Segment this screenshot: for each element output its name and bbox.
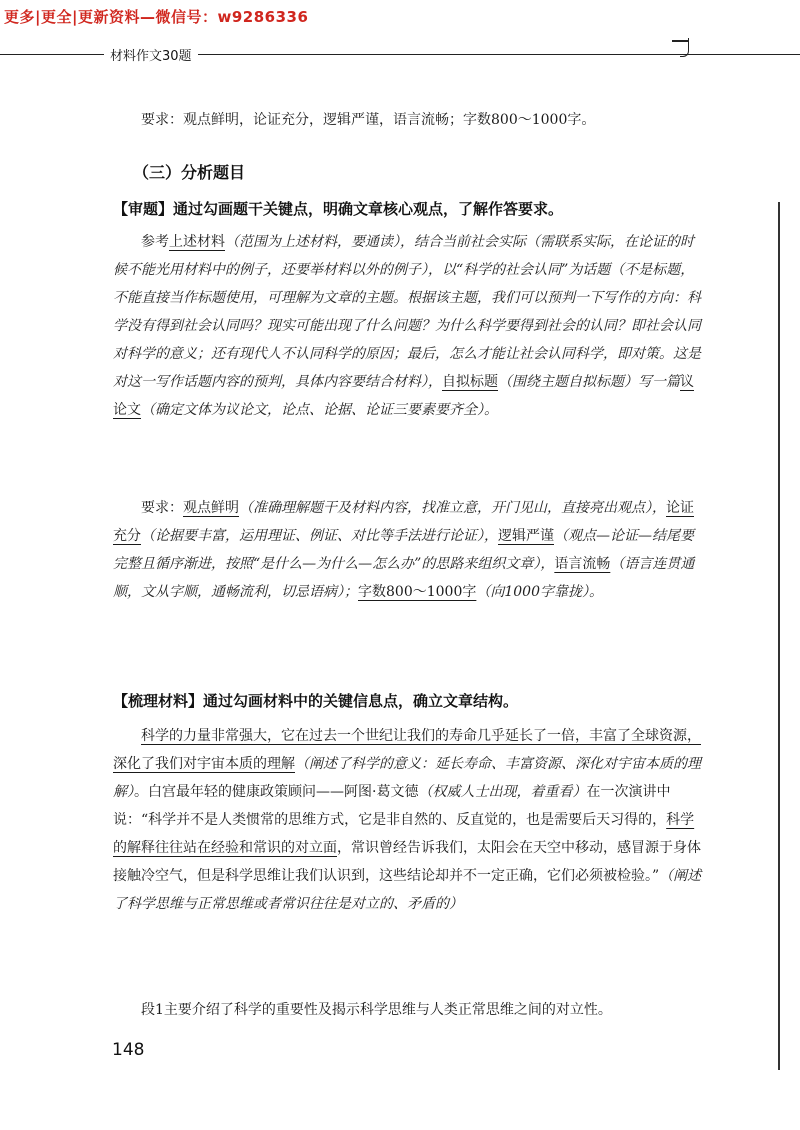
m1-text-advisor: 。白宫最年轻的健康政策顾问——阿图·葛文德 [134, 784, 419, 800]
p2-key-viewpoint: 观点鲜明 [183, 500, 239, 516]
p1-title-key: 自拟标题 [442, 374, 498, 390]
running-header-title: 材料作文30题 [104, 45, 198, 64]
m1-note-contrast: （阐述了科学思维与正常思维或者常识往往是对立的、矛盾的） [113, 868, 702, 912]
p2-note-viewpoint: （准确理解题干及材料内容，找准立意，开门见山，直接亮出观点）， [239, 500, 666, 516]
p1-notes: （范围为上述材料，要通读），结合当前社会实际（需联系实际，在论证的时候不能光用材料中的例子，还要举材料以外的例子），以“科学的社会认同”为话题（不是标题，不能直接当作标题使用，可理解为文章的主题。根据该主题，我们可以预判一下写作的方向：科学没有得到社会认同吗？现实可能出现了什么问题？为什么科学要得到社会的认同？即社会认同对科学的意义；还有现代人不认同科学的原因；最后，怎么才能让社会认同科学，即对策。这是对这一写作话题内容的预判，具体内容要结合材料）， [113, 234, 701, 390]
p2-note-wordcount: （向1000字靠拢）。 [476, 584, 603, 600]
review-tagline: 【审题】通过勾画题干关键点，明确文章核心观点，了解作答要求。 [113, 200, 564, 218]
p1-lead: 参考 [141, 234, 169, 250]
p2-note-argument: （论据要丰富，运用理证、例证、对比等手法进行论证）， [141, 528, 498, 544]
p1-material-key: 上述材料 [169, 234, 225, 250]
m1-key-opposition: 科学的解释往往站在经验和常识的对立面 [113, 812, 695, 856]
m1-note-authority: （权威人士出现，着重看） [418, 784, 587, 800]
m1-key-power: 科学的力量非常强大，它在过去一个世纪让我们的寿命几乎延长了一倍，丰富了全球资源，深化了我们对宇宙本质的理解 [113, 728, 701, 772]
m1-note-meaning: （阐述了科学的意义：延长寿命、丰富资源、深化对宇宙本质的理解） [113, 756, 701, 800]
m1-text-common-sense: ，常识曾经告诉我们，太阳会在天空中移动，感冒源于身体接触冷空气，但是科学思维让我们认识到，这些结论却并不一定正确，它们必须被检验。” [113, 840, 701, 884]
p2-note-logic: （观点—论证—结尾要完整且循序渐进，按照“是什么—为什么—怎么办”的思路来组织文章）， [113, 528, 694, 572]
material-tagline: 【梳理材料】通过勾画材料中的关键信息点，确立文章结构。 [113, 692, 519, 710]
page-number: 148 [112, 1040, 145, 1060]
wechat-banner: 更多|更全|更新资料—微信号：w9286336 [4, 8, 309, 26]
header-hook [680, 38, 689, 57]
p2-key-argument: 论证充分 [113, 500, 694, 544]
p2-key-language: 语言流畅 [554, 556, 611, 572]
p2-key-logic: 逻辑严谨 [498, 528, 554, 544]
section-title: （三）分析题目 [133, 163, 246, 182]
review-paragraph-2 [113, 494, 703, 606]
material-paragraph-1 [113, 722, 703, 918]
m1-text-quote: 在一次演讲中说：“科学并不是人类惯常的思维方式，它是非自然的、反直觉的，也是需要后天习得的， [113, 784, 671, 828]
margin-rule [778, 202, 780, 1070]
requirement-line: 要求：观点鲜明，论证充分，逻辑严谨，语言流畅；字数800～1000字。 [141, 112, 596, 128]
p2-note-language: （语言连贯通顺，文从字顺，通畅流利，切忌语病）； [113, 556, 695, 600]
review-paragraph-1 [113, 228, 703, 424]
p2-lead: 要求： [141, 500, 183, 516]
p1-title-note: （围绕主题自拟标题）写一篇 [498, 374, 680, 390]
p1-genre-key: 议论文 [113, 374, 694, 418]
p1-genre-note: （确定文体为议论文，论点、论据、论证三要素要齐全）。 [141, 402, 498, 418]
material-summary: 段1主要介绍了科学的重要性及揭示科学思维与人类正常思维之间的对立性。 [141, 1002, 612, 1018]
p2-key-wordcount: 字数800～1000字 [358, 584, 477, 600]
